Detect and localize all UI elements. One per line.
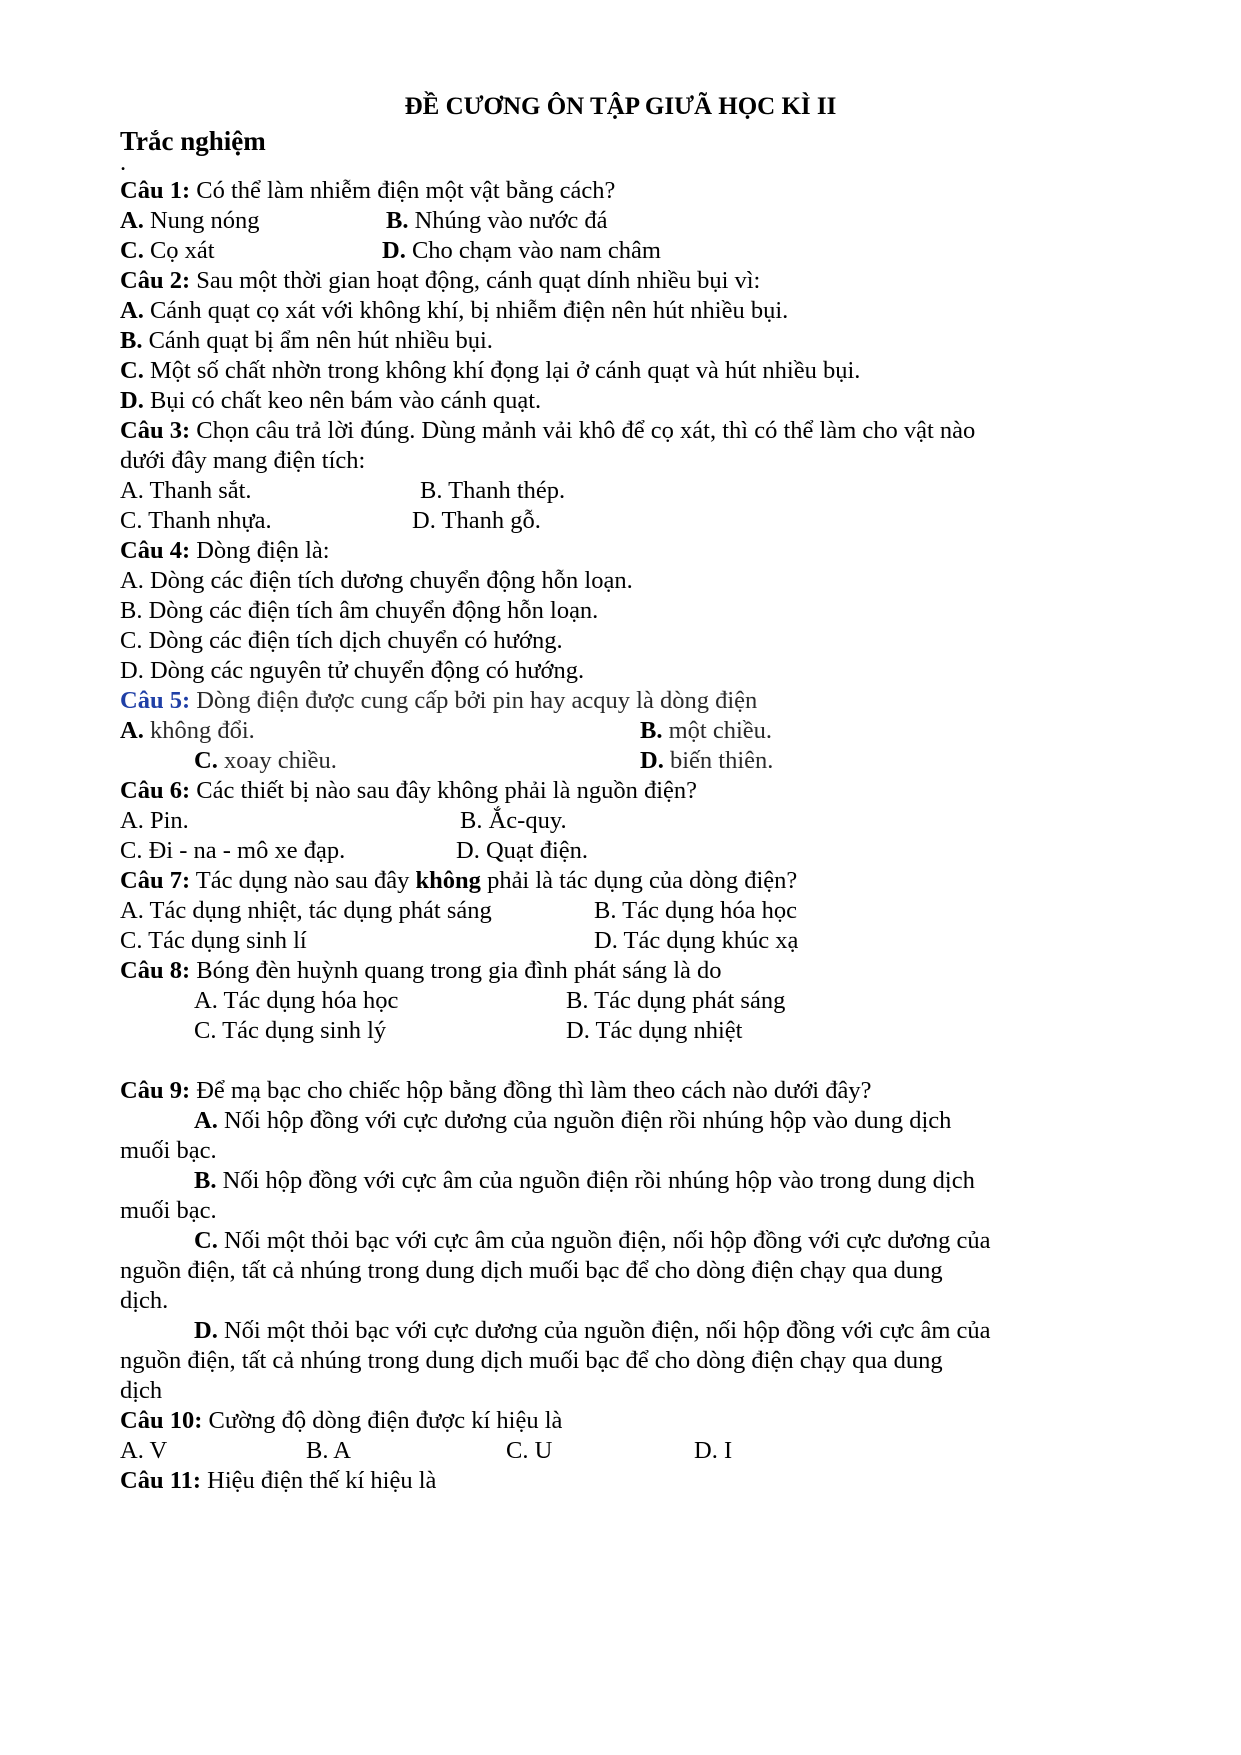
option-5a xyxy=(120,716,255,746)
option-key: D. xyxy=(382,237,406,264)
option-text: Nối một thỏi bạc với cực âm của nguồn điện, nối hộp đồng với cực dương của xyxy=(217,1227,991,1254)
option-key: B. xyxy=(120,327,143,354)
option-7a: A. Tác dụng nhiệt, tác dụng phát sáng xyxy=(120,897,492,924)
option-9b-continued: muối bạc. xyxy=(120,1197,217,1224)
option-9c-continued: nguồn điện, tất cả nhúng trong dung dịch muối bạc để cho dòng điện chạy qua dung xyxy=(120,1257,943,1284)
question-label: Câu 2: xyxy=(120,267,191,294)
option-text: Cánh quạt cọ xát với không khí, bị nhiễm điện nên hút nhiều bụi. xyxy=(143,297,789,324)
option-1a xyxy=(120,206,260,236)
question-6 xyxy=(120,776,697,806)
option-2b xyxy=(120,326,493,356)
question-10 xyxy=(120,1406,562,1436)
option-7d: D. Tác dụng khúc xạ xyxy=(594,927,799,954)
option-6a: A. Pin. xyxy=(120,807,189,834)
question-7 xyxy=(120,866,797,896)
option-text: Nối hộp đồng với cực dương của nguồn điện rồi nhúng hộp vào dung dịch xyxy=(217,1107,952,1134)
question-emphasis: không xyxy=(415,867,481,894)
option-4d: D. Dòng các nguyên tử chuyển động có hướng. xyxy=(120,657,585,684)
option-text: Cọ xát xyxy=(143,237,215,264)
document-title: ĐỀ CƯƠNG ÔN TẬP GIƯÃ HỌC KÌ II xyxy=(404,93,837,120)
option-5b xyxy=(640,716,772,746)
question-text: Có thể làm nhiễm điện một vật bằng cách? xyxy=(190,177,616,204)
question-text: Chọn câu trả lời đúng. Dùng mảnh vải khô để cọ xát, thì có thể làm cho vật nào xyxy=(190,417,976,444)
option-key: D. xyxy=(640,747,664,774)
option-text: Cánh quạt bị ẩm nên hút nhiều bụi. xyxy=(142,327,493,354)
question-text: Hiệu điện thế kí hiệu là xyxy=(201,1467,437,1494)
option-text: Cho chạm vào nam châm xyxy=(405,237,661,264)
option-6c: C. Đi - na - mô xe đạp. xyxy=(120,837,346,864)
question-text: Dòng điện được cung cấp bởi pin hay acquy là dòng điện xyxy=(190,687,758,714)
option-key: A. xyxy=(120,717,144,744)
option-3d: D. Thanh gỗ. xyxy=(412,507,541,534)
option-9c xyxy=(194,1226,991,1256)
option-text: Nung nóng xyxy=(143,207,260,234)
option-8b: B. Tác dụng phát sáng xyxy=(566,987,786,1014)
question-text: Các thiết bị nào sau đây không phải là nguồn điện? xyxy=(190,777,698,804)
option-key: A. xyxy=(120,297,144,324)
question-label: Câu 10: xyxy=(120,1407,203,1434)
option-6b: B. Ắc-quy. xyxy=(460,807,567,834)
option-9a-continued: muối bạc. xyxy=(120,1137,217,1164)
option-4b: B. Dòng các điện tích âm chuyển động hỗn loạn. xyxy=(120,597,599,624)
option-text: Một số chất nhờn trong không khí đọng lại ở cánh quạt và hút nhiều bụi. xyxy=(143,357,861,384)
stray-dot: . xyxy=(120,149,127,176)
question-label: Câu 7: xyxy=(120,867,191,894)
question-label: Câu 11: xyxy=(120,1467,202,1494)
option-key: C. xyxy=(194,1227,218,1254)
question-label: Câu 8: xyxy=(120,957,191,984)
option-3c: C. Thanh nhựa. xyxy=(120,507,272,534)
option-text: Nối một thỏi bạc với cực dương của nguồn điện, nối hộp đồng với cực âm của xyxy=(217,1317,991,1344)
option-2d xyxy=(120,386,541,416)
option-text: Nối hộp đồng với cực âm của nguồn điện rồi nhúng hộp vào trong dung dịch xyxy=(216,1167,975,1194)
question-label: Câu 1: xyxy=(120,177,191,204)
option-9d-end: dịch xyxy=(120,1377,163,1404)
option-9c-end: dịch. xyxy=(120,1287,169,1314)
option-text: biến thiên. xyxy=(663,747,774,774)
option-10a: A. V xyxy=(120,1437,168,1464)
option-key: D. xyxy=(120,387,144,414)
question-3-continued: dưới đây mang điện tích: xyxy=(120,447,366,474)
option-key: A. xyxy=(194,1107,218,1134)
question-label: Câu 9: xyxy=(120,1077,191,1104)
option-4c: C. Dòng các điện tích dịch chuyển có hướng. xyxy=(120,627,563,654)
option-7b: B. Tác dụng hóa học xyxy=(594,897,797,924)
question-2 xyxy=(120,266,760,296)
question-label: Câu 3: xyxy=(120,417,191,444)
option-key: C. xyxy=(120,237,144,264)
option-8c: C. Tác dụng sinh lý xyxy=(194,1017,387,1044)
option-3b: B. Thanh thép. xyxy=(420,477,566,504)
question-text-end: phải là tác dụng của dòng điện? xyxy=(480,867,798,894)
option-9d-continued: nguồn điện, tất cả nhúng trong dung dịch muối bạc để cho dòng điện chạy qua dung xyxy=(120,1347,943,1374)
question-8 xyxy=(120,956,722,986)
question-3 xyxy=(120,416,975,446)
question-4 xyxy=(120,536,330,566)
option-1c xyxy=(120,236,215,266)
option-text: không đổi. xyxy=(143,717,255,744)
question-9 xyxy=(120,1076,871,1106)
question-label: Câu 4: xyxy=(120,537,191,564)
option-key: A. xyxy=(120,207,144,234)
question-11 xyxy=(120,1466,436,1496)
question-1 xyxy=(120,176,615,206)
option-9b xyxy=(194,1166,975,1196)
question-5 xyxy=(120,686,757,716)
option-8a: A. Tác dụng hóa học xyxy=(194,987,399,1014)
question-text: Sau một thời gian hoạt động, cánh quạt dính nhiều bụi vì: xyxy=(190,267,761,294)
option-key: B. xyxy=(640,717,663,744)
option-key: B. xyxy=(194,1167,217,1194)
option-5c xyxy=(194,746,337,776)
section-heading: Trắc nghiệm xyxy=(120,126,266,156)
question-text: Bóng đèn huỳnh quang trong gia đình phát sáng là do xyxy=(190,957,722,984)
option-text: Nhúng vào nước đá xyxy=(408,207,608,234)
question-text: Tác dụng nào sau đây xyxy=(190,867,416,894)
option-4a: A. Dòng các điện tích dương chuyển động hỗn loạn. xyxy=(120,567,633,594)
option-10c: C. U xyxy=(506,1437,553,1464)
option-text: một chiều. xyxy=(662,717,773,744)
option-text: Bụi có chất keo nên bám vào cánh quạt. xyxy=(143,387,542,414)
option-2a xyxy=(120,296,788,326)
question-text: Để mạ bạc cho chiếc hộp bằng đồng thì làm theo cách nào dưới đây? xyxy=(190,1077,872,1104)
option-key: C. xyxy=(194,747,218,774)
option-9a xyxy=(194,1106,951,1136)
option-key: B. xyxy=(386,207,409,234)
option-7c: C. Tác dụng sinh lí xyxy=(120,927,307,954)
option-1b xyxy=(386,206,608,236)
option-10b: B. A xyxy=(306,1437,351,1464)
option-5d xyxy=(640,746,773,776)
question-text: Dòng điện là: xyxy=(190,537,330,564)
option-text: xoay chiều. xyxy=(217,747,337,774)
question-text: Cường độ dòng điện được kí hiệu là xyxy=(202,1407,563,1434)
question-label: Câu 6: xyxy=(120,777,191,804)
option-1d xyxy=(382,236,661,266)
option-key: D. xyxy=(194,1317,218,1344)
option-9d xyxy=(194,1316,991,1346)
option-3a: A. Thanh sắt. xyxy=(120,477,252,504)
option-10d: D. I xyxy=(694,1437,733,1464)
option-key: C. xyxy=(120,357,144,384)
option-6d: D. Quạt điện. xyxy=(456,837,588,864)
question-label: Câu 5: xyxy=(120,687,191,714)
option-2c xyxy=(120,356,860,386)
option-8d: D. Tác dụng nhiệt xyxy=(566,1017,743,1044)
